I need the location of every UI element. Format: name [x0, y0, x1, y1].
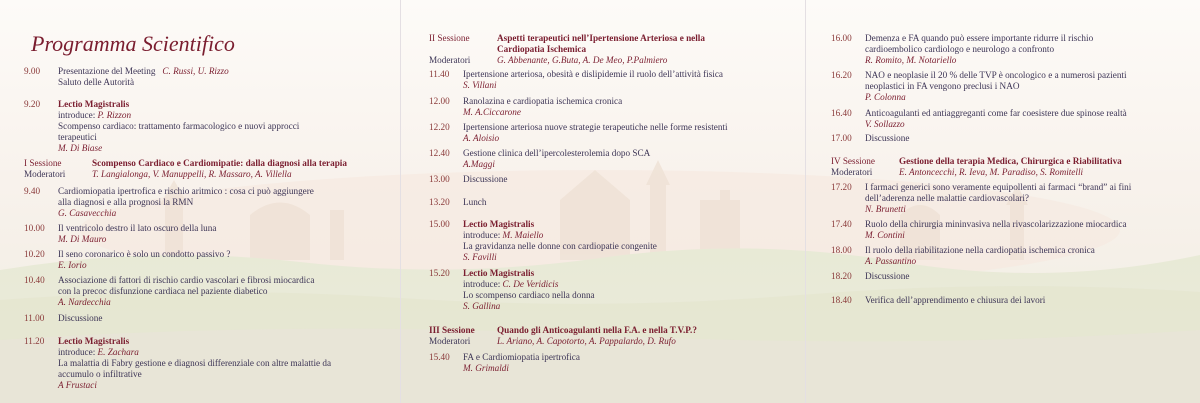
time: 18.00 [831, 245, 852, 255]
item-text: NAO e neoplasie il 20 % delle TVP è oncologico e a numerosi pazienti [865, 70, 1127, 80]
item-text: con la precoc disfunzione cardiaca nel paziente diabetico [58, 286, 268, 296]
item-text: Verifica dell’apprendimento e chiusura dei lavori [865, 295, 1046, 305]
moderators: G. Abbenante, G.Buta, A. De Meo, P.Palmiero [497, 55, 668, 65]
time: 10.00 [24, 223, 45, 233]
speaker: P. Colonna [865, 92, 906, 102]
item-text: Il ventricolo destro il lato oscuro della luna [58, 223, 217, 233]
speaker: M. A.Ciccarone [463, 107, 521, 117]
program-item [831, 295, 1045, 306]
moderators-label: Moderatori [24, 169, 66, 179]
program-item [831, 219, 1127, 241]
moderators: L. Ariano, A. Capotorto, A. Pappalardo, D. Rufo [497, 336, 676, 346]
time: 16.20 [831, 70, 852, 80]
speaker: S. Villani [463, 80, 497, 90]
program-item [831, 271, 909, 282]
time: 10.20 [24, 249, 45, 259]
speaker: A Frustaci [58, 380, 97, 390]
item-text: Cardiomiopatia ipertrofica e rischio aritmico : cosa ci può aggiungere [58, 186, 314, 196]
speaker: M. Di Mauro [58, 234, 107, 244]
time: 12.20 [429, 122, 450, 132]
speaker: G. Casavecchia [58, 208, 117, 218]
session-title: Cardiopatia Ischemica [497, 44, 587, 54]
item-text: accumulo o infiltrative [58, 369, 142, 379]
item-text: neoplastici in FA vengono preclusi i NAO [865, 81, 1020, 91]
speaker: C. Russi, U. Rizzo [162, 66, 229, 76]
program-item [831, 108, 1127, 130]
time: 13.00 [429, 174, 450, 184]
program-item [831, 33, 1093, 66]
intro-label: introduce: [58, 110, 96, 120]
item-text: Discussione [865, 271, 910, 281]
time: 13.20 [429, 197, 450, 207]
speaker: N. Brunetti [865, 204, 906, 214]
time: 10.40 [24, 275, 45, 285]
time: 17.40 [831, 219, 852, 229]
item-text: Lo scompenso cardiaco nella donna [463, 290, 595, 300]
item-text: La gravidanza nelle donne con cardiopatie congenite [463, 241, 657, 251]
speaker: P. Rizzon [97, 110, 132, 120]
program-item [429, 197, 486, 208]
time: 16.40 [831, 108, 852, 118]
time: 16.00 [831, 33, 852, 43]
item-text: Ipertensione arteriosa, obesità e dislipidemie il ruolo dell’attività fisica [463, 69, 723, 79]
speaker: M. Maiello [502, 230, 544, 240]
item-text: FA e Cardiomiopatia ipertrofica [463, 352, 580, 362]
session-label: I Sessione [24, 158, 62, 168]
item-text: Presentazione del Meeting [58, 66, 156, 76]
speaker: M. Di Biase [58, 143, 103, 153]
item-text: cardioembolico cardiologo e neurologo a confronto [865, 44, 1055, 54]
program-item [429, 122, 728, 144]
program-item [429, 352, 580, 374]
item-text: alla diagnosi e alla prognosi la RMN [58, 197, 194, 207]
speaker: M. Grimaldi [463, 363, 509, 373]
item-text: dell’aderenza nelle malattie cardiovascolari? [865, 193, 1030, 203]
time: 15.40 [429, 352, 450, 362]
moderators: T. Langialonga, V. Manuppelli, R. Massaro, A. Villella [92, 169, 292, 179]
moderators-label: Moderatori [429, 336, 471, 346]
item-text: Anticoagulanti ed antiaggreganti come far coesistere due spinose realtà [865, 108, 1127, 118]
session-label: IV Sessione [831, 156, 875, 166]
speaker: S. Favilli [463, 252, 497, 262]
speaker: A.Maggi [463, 159, 495, 169]
item-text: Ranolazina e cardiopatia ischemica cronica [463, 96, 623, 106]
program-item [24, 66, 229, 88]
panel-fold [805, 0, 806, 403]
speaker: R. Romito, M. Notariello [865, 55, 957, 65]
program-item [429, 268, 595, 312]
item-heading: Lectio Magistralis [463, 268, 535, 278]
intro-label: introduce: [463, 230, 501, 240]
speaker: M. Contini [865, 230, 905, 240]
time: 11.40 [429, 69, 450, 79]
program-item [24, 186, 314, 219]
program-item [831, 133, 909, 144]
time: 18.40 [831, 295, 852, 305]
item-text: I farmaci generici sono veramente equipollenti ai farmaci “brand” ai fini [865, 182, 1132, 192]
time: 12.00 [429, 96, 450, 106]
time: 18.20 [831, 271, 852, 281]
item-text: Lunch [463, 197, 487, 207]
session-header [429, 33, 705, 66]
program-item [24, 313, 102, 324]
program-item [831, 245, 1095, 267]
intro-label: introduce: [58, 347, 96, 357]
time: 17.00 [831, 133, 852, 143]
speaker: E. Iorio [58, 260, 87, 270]
item-text: Scompenso cardiaco: trattamento farmacologico e nuovi approcci [58, 121, 300, 131]
time: 9.20 [24, 99, 41, 109]
item-text: Il seno coronarico è solo un condotto passivo ? [58, 249, 231, 259]
time: 9.40 [24, 186, 41, 196]
program-item [24, 275, 314, 308]
item-text: Saluto delle Autorità [58, 77, 135, 87]
item-text: Ipertensione arteriosa nuove strategie terapeutiche nelle forme resistenti [463, 122, 728, 132]
program-item [429, 148, 650, 170]
session-label: III Sessione [429, 325, 475, 335]
item-heading: Lectio Magistralis [463, 219, 535, 229]
time: 15.20 [429, 268, 450, 278]
session-header [831, 156, 1122, 178]
panel-fold [400, 0, 401, 403]
speaker: A. Passantino [865, 256, 917, 266]
program-item [24, 99, 299, 154]
program-item [24, 249, 230, 271]
item-text: Discussione [463, 174, 508, 184]
speaker: S. Gallina [463, 301, 501, 311]
program-item [429, 69, 723, 91]
program-item [831, 182, 1131, 215]
item-text: Discussione [58, 313, 103, 323]
intro-label: introduce: [463, 279, 501, 289]
session-header [429, 325, 697, 347]
item-text: Ruolo della chirurgia mininvasiva nella rivascolarizzazione miocardica [865, 219, 1127, 229]
time: 11.00 [24, 313, 45, 323]
program-item [24, 223, 216, 245]
item-text: La malattia di Fabry gestione e diagnosi differenziale con altre malattie da [58, 358, 332, 368]
item-text: Demenza e FA quando può essere importante ridurre il rischio [865, 33, 1094, 43]
program-item [429, 174, 507, 185]
item-text: Gestione clinica dell’ipercolesterolemia dopo SCA [463, 148, 651, 158]
moderators-label: Moderatori [831, 167, 873, 177]
item-heading: Lectio Magistralis [58, 99, 130, 109]
speaker: E. Zachara [97, 347, 139, 357]
item-text: terapeutici [58, 132, 97, 142]
session-header [24, 158, 347, 180]
item-heading: Lectio Magistralis [58, 336, 130, 346]
session-title: Scompenso Cardiaco e Cardiomipatie: dalla diagnosi alla terapia [92, 158, 347, 168]
moderators: E. Antoncecchi, R. Ieva, M. Paradiso, S. Romitelli [899, 167, 1084, 177]
program-item [831, 70, 1127, 103]
speaker: A. Nardecchia [58, 297, 111, 307]
time: 15.00 [429, 219, 450, 229]
moderators-label: Moderatori [429, 55, 471, 65]
session-title: Aspetti terapeutici nell’Ipertensione Arteriosa e nella [497, 33, 705, 43]
speaker: C. De Veridicis [502, 279, 559, 289]
speaker: V. Sollazzo [865, 119, 905, 129]
speaker: A. Aloisio [463, 133, 500, 143]
time: 9.00 [24, 66, 41, 76]
time: 17.20 [831, 182, 852, 192]
program-item [429, 219, 657, 263]
time: 11.20 [24, 336, 45, 346]
program-item [24, 336, 331, 391]
session-title: Quando gli Anticoagulanti nella F.A. e nella T.V.P.? [497, 325, 697, 335]
session-title: Gestione della terapia Medica, Chirurgica e Riabilitativa [899, 156, 1122, 166]
time: 12.40 [429, 148, 450, 158]
item-text: Discussione [865, 133, 910, 143]
item-text: Il ruolo della riabilitazione nella cardiopatia ischemica cronica [865, 245, 1095, 255]
session-label: II Sessione [429, 33, 470, 43]
page-title: Programma Scientifico [31, 31, 235, 56]
program-item [429, 96, 622, 118]
item-text: Associazione di fattori di rischio cardio vascolari e fibrosi miocardica [58, 275, 315, 285]
